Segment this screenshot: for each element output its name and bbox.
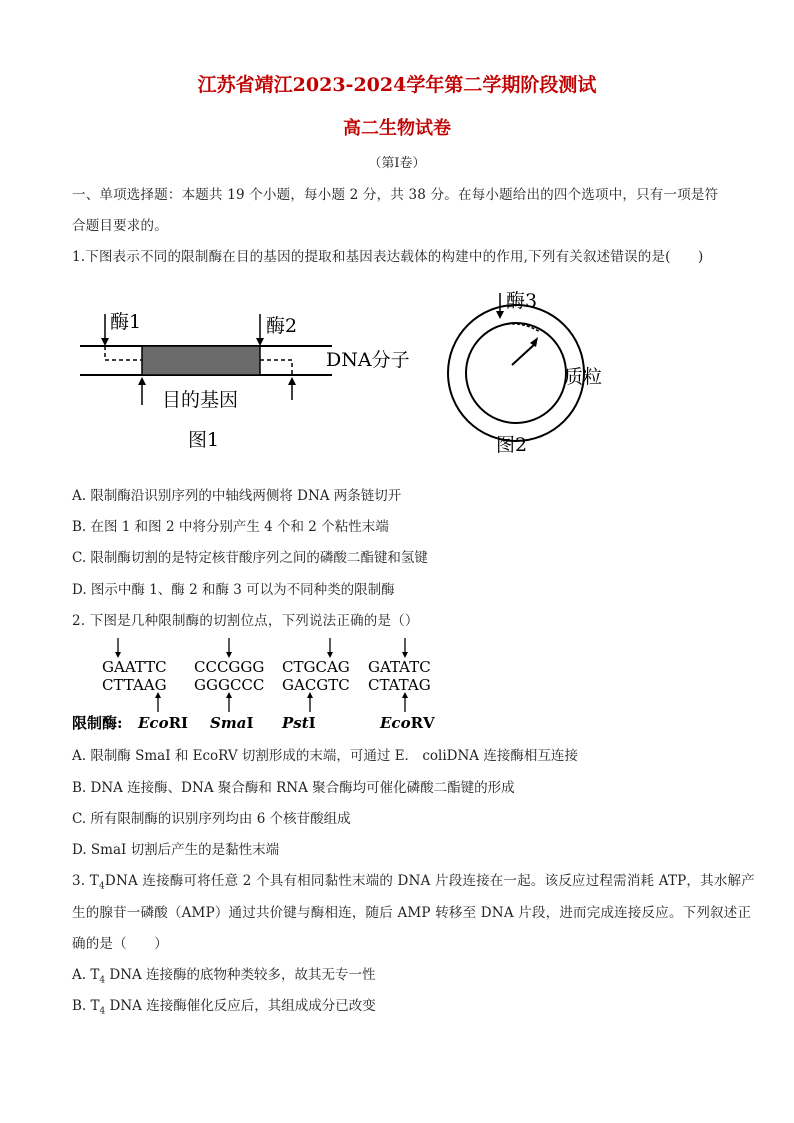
gene-label: 目的基因 bbox=[162, 389, 239, 411]
q2-option-d[interactable]: D. SmaI 切割后产生的是黏性末端 bbox=[72, 842, 280, 858]
q2-option-b[interactable]: B. DNA 连接酶、DNA 聚合酶和 RNA 聚合酶均可催化磷酸二酯键的形成 bbox=[72, 780, 515, 796]
q2-figure bbox=[72, 636, 452, 736]
q3-option-b[interactable]: B. $T_4$ DNA 连接酶催化反应后，其组成成分已改变 bbox=[72, 998, 376, 1017]
section-intro-line2: 合题目要求的。 bbox=[72, 218, 168, 234]
enzyme-ecorv: EcoRⅤ bbox=[380, 714, 435, 732]
exam-subtitle: 高二生物试卷 bbox=[343, 118, 451, 139]
enzyme1-label: 酶1 bbox=[110, 311, 142, 333]
exam-title: 江苏省靖江2023-2024学年第二学期阶段测试 bbox=[197, 74, 597, 96]
q1-figure1 bbox=[70, 300, 430, 460]
seq-bottom-1: CTTAAG bbox=[102, 676, 167, 694]
q1-option-b[interactable]: B. 在图 1 和图 2 中将分别产生 4 个和 2 个粘性末端 bbox=[72, 519, 389, 535]
seq-bottom-2: GGGCCC bbox=[194, 676, 265, 694]
seq-top-4: GATATC bbox=[368, 658, 431, 676]
enzyme3-label: 酶3 bbox=[506, 290, 538, 312]
fig2-caption: 图2 bbox=[496, 434, 528, 456]
section-intro-line1: 一、单项选择题：本题共 19 个小题，每小题 2 分，共 38 分。在每小题给出的四个选项中，只有一项是符 bbox=[72, 187, 719, 203]
q1-option-c[interactable]: C. 限制酶切割的是特定核苷酸序列之间的磷酸二酯键和氢键 bbox=[72, 550, 428, 566]
seq-bottom-4: CTATAG bbox=[368, 676, 431, 694]
enzyme-psti: PstⅠ bbox=[282, 714, 316, 732]
seq-top-3: CTGCAG bbox=[282, 658, 350, 676]
plasmid-label: 质粒 bbox=[564, 366, 603, 388]
q2-option-c[interactable]: C. 所有限制酶的识别序列均由 6 个核苷酸组成 bbox=[72, 811, 351, 827]
seq-top-2: CCCGGG bbox=[194, 658, 265, 676]
dna-label: DNA分子 bbox=[326, 349, 410, 371]
q2-stem: 2. 下图是几种限制酶的切割位点，下列说法正确的是（） bbox=[72, 613, 419, 629]
q1-figure2 bbox=[440, 285, 640, 465]
q1-option-a[interactable]: A. 限制酶沿识别序列的中轴线两侧将 DNA 两条链切开 bbox=[72, 488, 402, 504]
q1-option-d[interactable]: D. 图示中酶 1、酶 2 和酶 3 可以为不同种类的限制酶 bbox=[72, 582, 395, 598]
fig1-caption: 图1 bbox=[188, 429, 220, 451]
q2-option-a[interactable]: A. 限制酶 SmaI 和 EcoRV 切割形成的末端，可通过 E． coliDNA 连接酶相互连接 bbox=[72, 748, 578, 764]
q3-option-a[interactable]: A. $T_4$ DNA 连接酶的底物种类较多，故其无专一性 bbox=[72, 967, 376, 986]
enzyme2-label: 酶2 bbox=[266, 315, 298, 337]
q1-stem: 1.下图表示不同的限制酶在目的基因的提取和基因表达载体的构建中的作用,下列有关叙述错误的是( ) bbox=[72, 249, 704, 265]
volume-label: （第Ⅰ卷） bbox=[368, 156, 426, 171]
q3-stem-line3: 确的是（ ） bbox=[72, 936, 168, 952]
q3-stem-line2: 生的腺苷一磷酸（AMP）通过共价键与酶相连，随后 AMP 转移至 DNA 片段，进而完成连接反应。下列叙述正 bbox=[72, 905, 752, 921]
enzyme-row-label: 限制酶: bbox=[72, 714, 123, 732]
q3-stem-line1: 3. $T_4DNA$ 连接酶可将任意 2 个具有相同黏性末端的 DNA 片段连接在一起。该反应过程需消耗 ATP，其水解产 bbox=[72, 873, 755, 892]
seq-top-1: GAATTC bbox=[102, 658, 167, 676]
seq-bottom-3: GACGTC bbox=[282, 676, 350, 694]
enzyme-smai: SmaⅠ bbox=[210, 714, 254, 732]
enzyme-ecori: EcoRⅠ bbox=[138, 714, 189, 732]
target-gene-block bbox=[142, 346, 260, 375]
